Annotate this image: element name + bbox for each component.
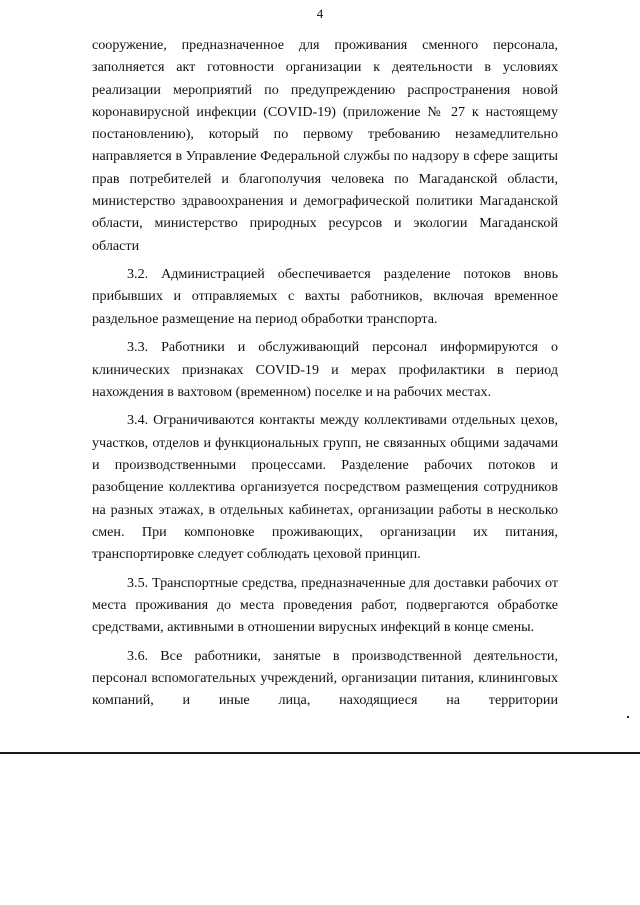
paragraph-3-4: 3.4. Ограничиваются контакты между коллективами отдельных цехов, участков, отделов и функциональных групп, не связанных общими задачами и производственными процессами. Разделение рабочих потоков и разобщение коллектива организуется посредством размещения сотрудников на разных этажах, в отдельных кабинетах, организации работы в несколько смен. При компоновке проживающих, организации их питания, транспортировке следует соблюдать цеховой принцип. xyxy=(92,412,558,563)
document-body xyxy=(92,34,558,718)
paragraph-3-2: 3.2. Администрацией обеспечивается разделение потоков вновь прибывших и отправляемых с вахты работников, включая временное раздельное размещение на период обработки транспорта. xyxy=(92,266,558,327)
page-number: 4 xyxy=(316,6,324,21)
paragraph-3-3: 3.3. Работники и обслуживающий персонал информируются о клинических признаках COVID-19 и мерах профилактики в период нахождения в вахтовом (временном) поселке и на рабочих местах. xyxy=(92,339,558,400)
paragraph-3-5: 3.5. Транспортные средства, предназначенные для доставки рабочих от места проживания до места проведения работ, подвергаются обработке средствами, активными в отношении вирусных инфекций в конце смены. xyxy=(92,574,558,636)
scan-speck xyxy=(627,716,629,718)
page-bottom-rule xyxy=(0,752,640,754)
paragraph-3-6: 3.6. Все работники, занятые в производственной деятельности, персонал вспомогательных учреждений, организации питания, клининговых компаний, и иные лица, находящиеся на территории xyxy=(92,647,558,709)
paragraph-continuation: сооружение, предназначенное для проживания сменного персонала, заполняется акт готовности организации к деятельности в условиях реализации мероприятий по предупреждению распространения новой коронавирусной инфекции (COVID-19) (приложение № 27 к настоящему постановлению), который по первому требованию незамедлительно направляется в Управление Федеральной службы по надзору в сфере защиты прав потребителей и благополучия человека по Магаданской области, министерство здравоохранения и демографической политики Магаданской области, министерство природных ресурсов и экологии Магаданской области xyxy=(92,37,558,254)
